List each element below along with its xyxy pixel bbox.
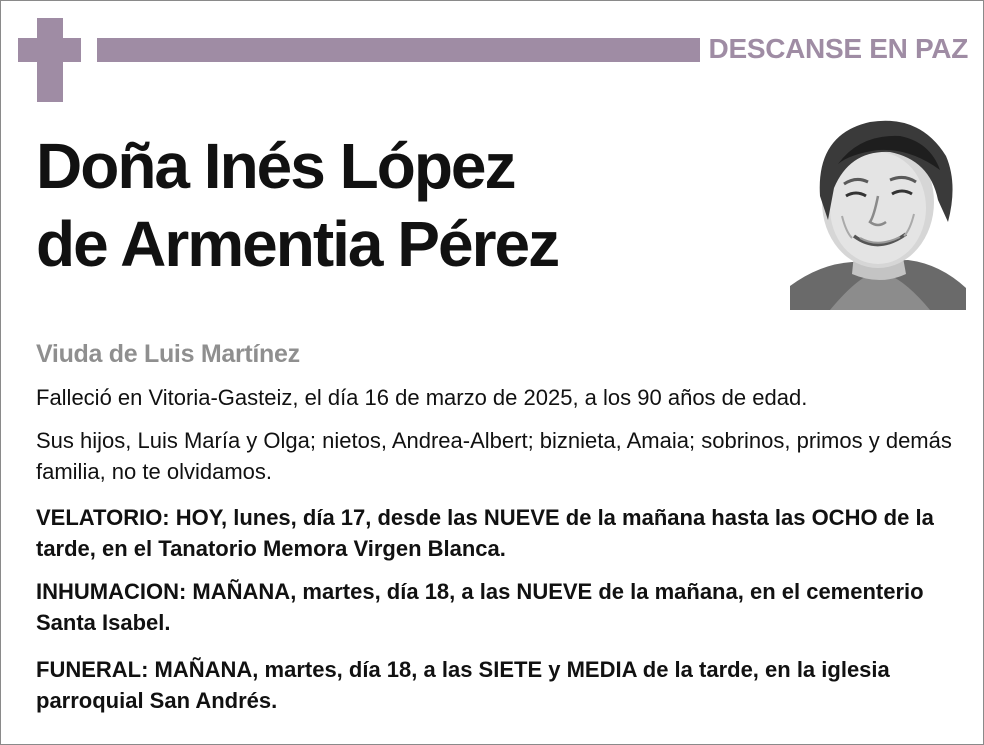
rest-in-peace-label: DESCANSE EN PAZ bbox=[708, 33, 968, 64]
deceased-portrait-photo bbox=[790, 104, 966, 310]
cross-icon-bar bbox=[18, 38, 81, 62]
deceased-name-line-2: de Armentia Pérez bbox=[36, 208, 559, 280]
portrait-image bbox=[790, 104, 966, 310]
family-paragraph: Sus hijos, Luis María y Olga; nietos, Andrea-Albert; biznieta, Amaia; sobrinos, primos y demás familia, no te olvidamos. bbox=[36, 428, 952, 484]
velatorio-paragraph: VELATORIO: HOY, lunes, día 17, desde las NUEVE de la mañana hasta las OCHO de la tarde, en el Tanatorio Memora Virgen Blanca. bbox=[36, 505, 934, 561]
widow-of-subtitle: Viuda de Luis Martínez bbox=[36, 340, 300, 368]
deceased-name-line-1: Doña Inés López bbox=[36, 130, 515, 202]
funeral-paragraph: FUNERAL: MAÑANA, martes, día 18, a las SIETE y MEDIA de la tarde, en la iglesia parroquial San Andrés. bbox=[36, 657, 890, 713]
deceased-name bbox=[36, 132, 558, 278]
inhumacion-paragraph: INHUMACION: MAÑANA, martes, día 18, a las NUEVE de la mañana, en el cementerio Santa Isabel. bbox=[36, 579, 924, 635]
death-notice-paragraph: Falleció en Vitoria-Gasteiz, el día 16 de marzo de 2025, a los 90 años de edad. bbox=[36, 385, 808, 410]
header-divider-bar bbox=[97, 38, 700, 62]
